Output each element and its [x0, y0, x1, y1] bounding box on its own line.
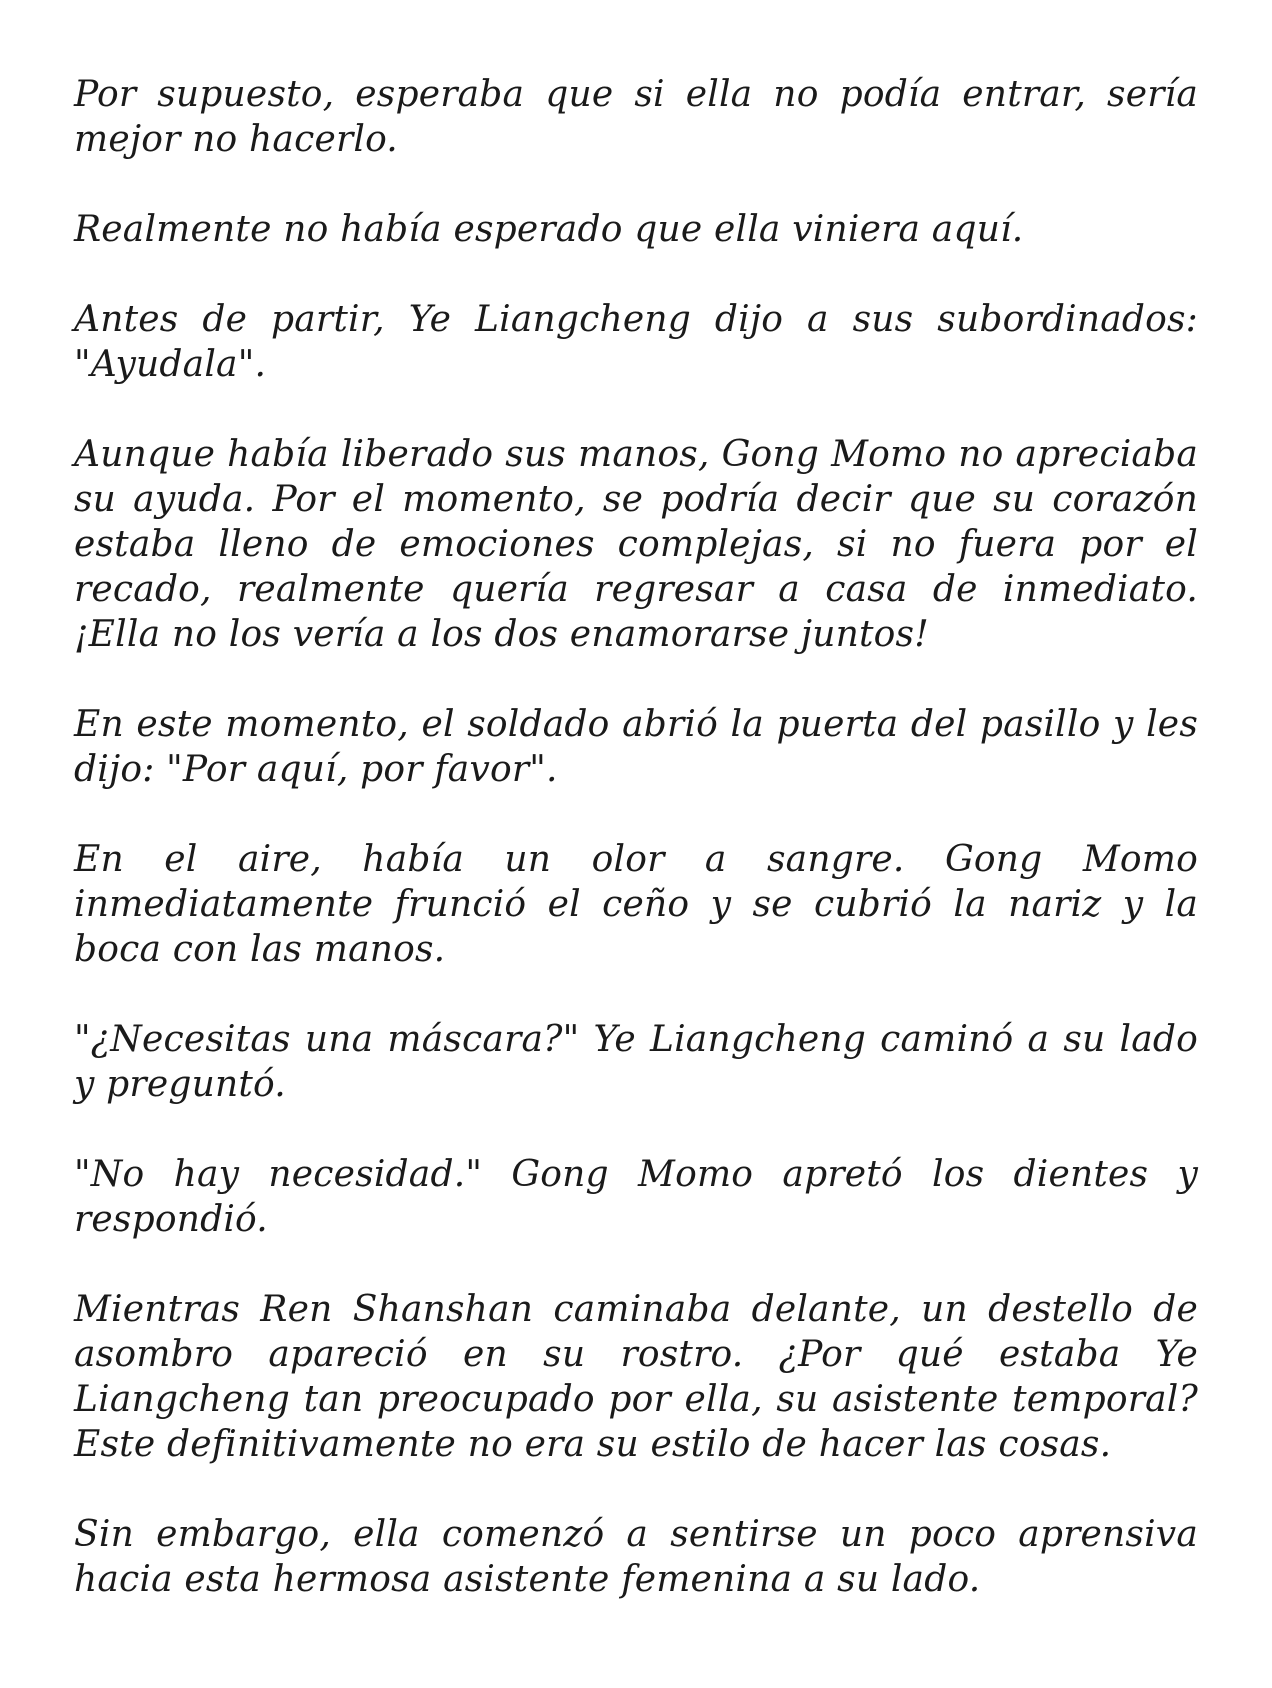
paragraph: "¿Necesitas una máscara?" Ye Liangcheng caminó a su lado y preguntó. — [74, 1019, 1198, 1105]
paragraph: Realmente no había esperado que ella viniera aquí. — [74, 209, 1024, 250]
paragraph: Sin embargo, ella comenzó a sentirse un poco aprensiva hacia esta hermosa asistente femenina a su lado. — [74, 1514, 1198, 1600]
paragraph: Antes de partir, Ye Liangcheng dijo a sus subordinados: "Ayudala". — [74, 299, 1198, 385]
paragraph: En el aire, había un olor a sangre. Gong Momo inmediatamente frunció el ceño y se cubrió la nariz y la boca con las manos. — [74, 839, 1198, 970]
paragraph: Por supuesto, esperaba que si ella no podía entrar, sería mejor no hacerlo. — [74, 74, 1198, 160]
paragraph: En este momento, el soldado abrió la puerta del pasillo y les dijo: "Por aquí, por favor". — [74, 704, 1198, 790]
paragraph: "No hay necesidad." Gong Momo apretó los dientes y respondió. — [74, 1154, 1198, 1240]
paragraph: Aunque había liberado sus manos, Gong Momo no apreciaba su ayuda. Por el momento, se podría decir que su corazón estaba lleno de emociones complejas, si no fuera por el recado, realmente quería regresar a casa de inmediato. ¡Ella no los vería a los dos enamorarse juntos! — [74, 434, 1198, 655]
paragraph: Mientras Ren Shanshan caminaba delante, un destello de asombro apareció en su rostro. ¿Por qué estaba Ye Liangcheng tan preocupado por ella, su asistente temporal? Este definitivamente no era su estilo de hacer las cosas. — [74, 1289, 1198, 1465]
document-page — [74, 72, 1198, 1647]
